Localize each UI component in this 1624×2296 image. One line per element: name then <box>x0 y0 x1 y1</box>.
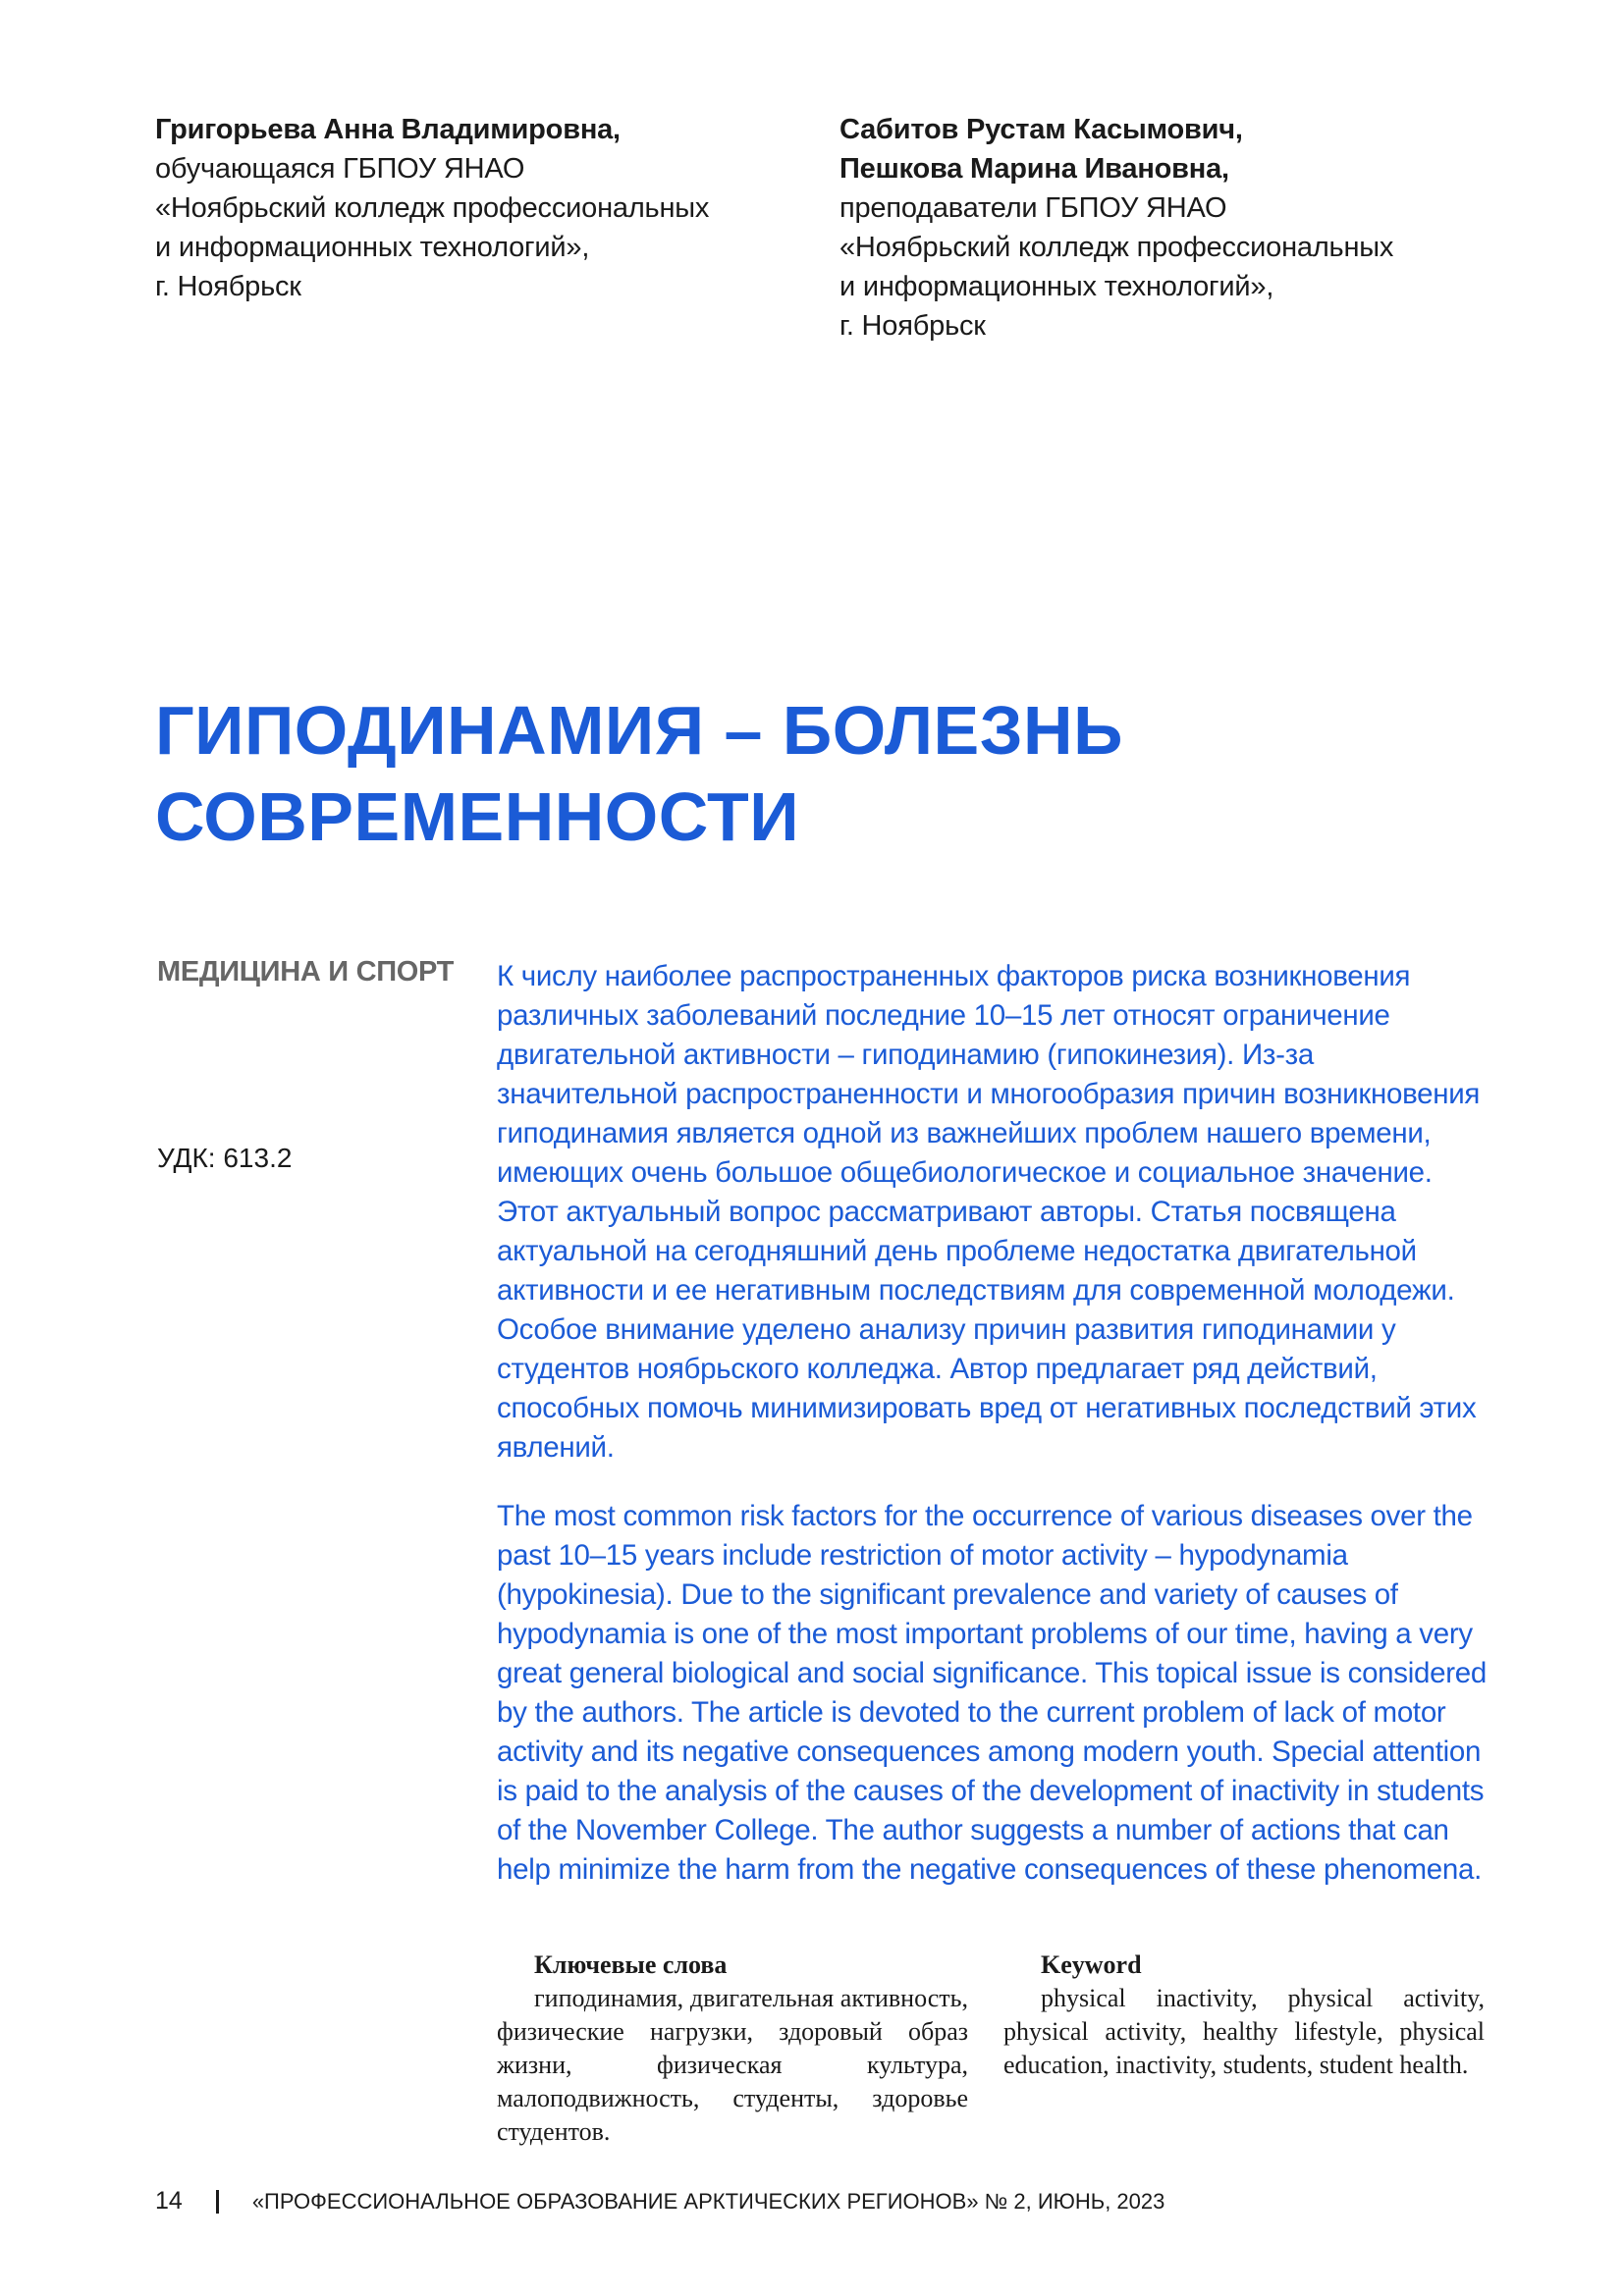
abstract-english: The most common risk factors for the occurrence of various diseases over the past 10–15 years include restriction of motor activity – hypodynamia (hypokinesia). Due to the significant prevalence and variety of causes of hypodynamia is one of the most important problems of our time, having a very great general biological and social significance. This topical issue is considered by the authors. The article is devoted to the current problem of lack of motor activity and its negative consequences among modern youth. Special attention is paid to the analysis of the causes of the development of inactivity in students of the November College. The author suggests a number of actions that can help minimize the harm from the negative consequences of these phenomena. <box>497 1500 1487 1886</box>
author-affiliation-line: обучающаяся ГБПОУ ЯНАО <box>155 153 525 185</box>
abstract <box>497 957 1489 1890</box>
author-affiliation-line: «Ноябрьский колледж профессиональных <box>839 232 1394 263</box>
article-title <box>155 687 1432 860</box>
keywords-text: physical inactivity, physical activity, physical activity, healthy lifestyle, physical education, inactivity, students, student health. <box>1003 1984 1485 2079</box>
author-city: г. Ноябрьск <box>839 310 986 342</box>
author-name: Пешкова Марина Ивановна, <box>839 153 1229 185</box>
keywords-heading: Ключевые слова <box>534 1950 728 1979</box>
author-affiliation-line: преподаватели ГБПОУ ЯНАО <box>839 192 1227 224</box>
keywords-text: гиподинамия, двигательная активность, физические нагрузки, здоровый образ жизни, физическая культура, малоподвижность, студенты, здоровье студентов. <box>497 1984 968 2146</box>
author-name: Григорьева Анна Владимировна, <box>155 114 621 145</box>
keywords-russian <box>497 1949 968 2149</box>
keywords-heading: Keyword <box>1041 1950 1142 1979</box>
journal-title: «ПРОФЕССИОНАЛЬНОЕ ОБРАЗОВАНИЕ АРКТИЧЕСКИХ РЕГИОНОВ» № 2, ИЮНЬ, 2023 <box>251 2188 1165 2214</box>
author-name: Сабитов Рустам Касымович, <box>839 114 1243 145</box>
author-affiliation-line: и информационных технологий», <box>155 232 590 263</box>
udk-code: УДК: 613.2 <box>157 1143 293 1173</box>
footer-divider <box>216 2190 219 2214</box>
section-rubric: МЕДИЦИНА И СПОРТ <box>157 956 455 988</box>
author-block-teachers <box>839 110 1527 346</box>
abstract-russian: К числу наиболее распространенных факторов риска возникновения различных заболеваний последние 10–15 лет относят ограничение двигательной активности – гиподинамию (гипокинезия). Из-за значительной распространенности и многообразия причин возникновения гиподинамия является одной из важнейших проблем нашего времени, имеющих очень большое общебиологическое и социальное значение. Этот актуальный вопрос рассматривают авторы. Статья посвящена актуальной на сегодняшний день проблеме недостатка двигательной активности и ее негативным последствиям для современной молодежи. Особое внимание уделено анализу причин развития гиподинамии у студентов ноябрьского колледжа. Автор предлагает ряд действий, способных помочь минимизировать вред от негативных последствий этих явлений. <box>497 960 1481 1464</box>
author-affiliation-line: и информационных технологий», <box>839 271 1274 302</box>
author-block-student <box>155 110 764 306</box>
article-title-line-1: ГИПОДИНАМИЯ – БОЛЕЗНЬ <box>155 692 1123 769</box>
author-affiliation-line: «Ноябрьский колледж профессиональных <box>155 192 710 224</box>
author-city: г. Ноябрьск <box>155 271 301 302</box>
keywords-english <box>1003 1949 1485 2082</box>
page-number: 14 <box>155 2187 183 2215</box>
page-footer <box>155 2187 1164 2216</box>
article-title-line-2: СОВРЕМЕННОСТИ <box>155 778 800 855</box>
